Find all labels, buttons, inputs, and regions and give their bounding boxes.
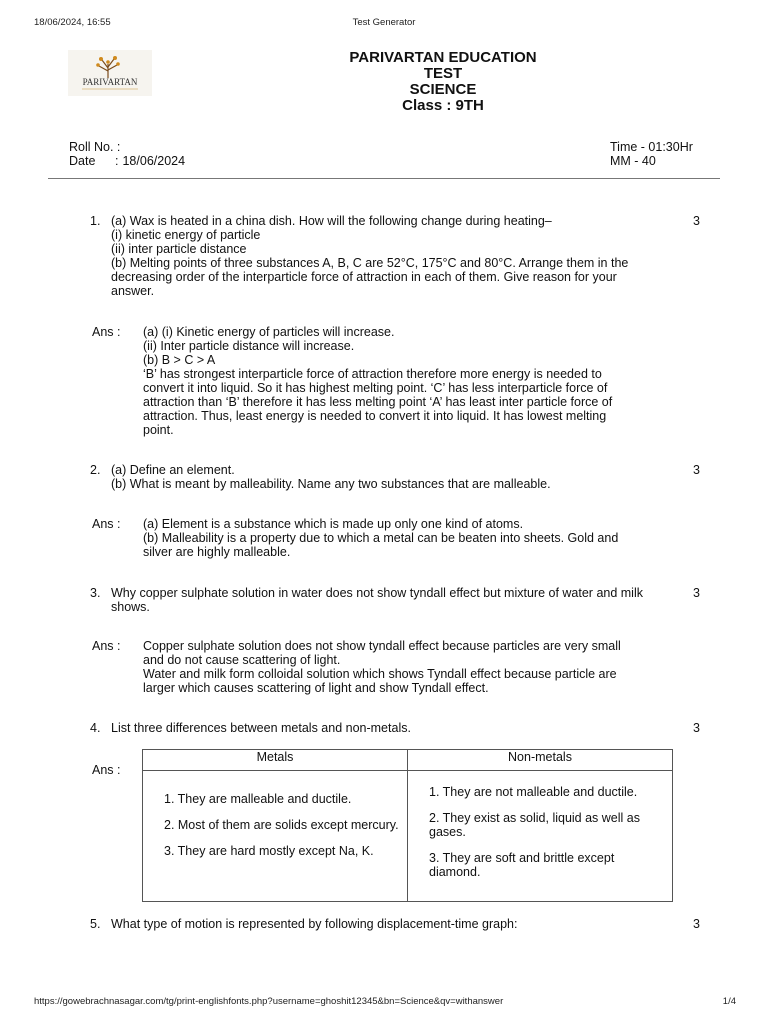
- answer-line: attraction than ‘B’ therefore it has less melting point ‘A’ has least inter particle force of: [143, 395, 613, 409]
- question-text: [111, 463, 686, 491]
- question-text: [111, 917, 686, 931]
- table-row: [143, 771, 673, 902]
- roll-number-row: [69, 140, 185, 154]
- question-line: (i) kinetic energy of particle: [111, 228, 261, 242]
- question-text: [111, 721, 686, 735]
- date-value: 18/06/2024: [122, 154, 186, 168]
- print-datetime: 18/06/2024, 16:55: [34, 17, 111, 28]
- answer-text: [143, 325, 668, 437]
- table-header-row: [143, 750, 673, 771]
- answer-line: point.: [143, 423, 174, 437]
- question-line: decreasing order of the interparticle force of attraction in each of them. Give reason for your: [111, 270, 617, 284]
- answer-line: (a) (i) Kinetic energy of particles will increase.: [143, 325, 395, 339]
- answer-line: convert it into liquid. So it has highest melting point. ‘C’ has less interparticle force of: [143, 381, 608, 395]
- question-line: (a) Define an element.: [111, 463, 235, 477]
- list-item: 1. They are not malleable and ductile.: [429, 785, 638, 799]
- answer-line: ‘B’ has strongest interparticle force of attraction therefore more energy is needed to: [143, 367, 602, 381]
- answer-line: larger which causes scattering of light and show Tyndall effect.: [143, 681, 489, 695]
- header-divider: [48, 178, 720, 179]
- answer-text: [143, 639, 668, 695]
- answer-label: Ans :: [92, 639, 121, 653]
- subject-title: SCIENCE: [409, 81, 477, 98]
- answer-line: (ii) Inter particle distance will increase.: [143, 339, 355, 353]
- list-item: 1. They are malleable and ductile.: [164, 792, 352, 806]
- print-title: Test Generator: [352, 17, 416, 28]
- page-number: 1/4: [722, 996, 736, 1007]
- student-info: [69, 140, 185, 168]
- roll-label: Roll No. :: [69, 140, 121, 154]
- date-separator: :: [115, 154, 119, 168]
- max-marks: MM - 40: [610, 154, 656, 168]
- question-line: Why copper sulphate solution in water does not show tyndall effect but mixture of water and milk: [111, 586, 643, 600]
- question-line: answer.: [111, 284, 155, 298]
- question-number: 4.: [90, 721, 101, 735]
- answer-line: (b) B > C > A: [143, 353, 216, 367]
- question-number: 1.: [90, 214, 101, 228]
- document-header: [243, 50, 643, 114]
- question-line: (b) What is meant by malleability. Name any two substances that are malleable.: [111, 477, 551, 491]
- metals-cell: [143, 771, 408, 902]
- question-number: 3.: [90, 586, 101, 600]
- test-title: TEST: [423, 65, 463, 82]
- question-line: (ii) inter particle distance: [111, 242, 247, 256]
- answer-line: attraction. Thus, least energy is needed to convert it into liquid. It has lowest melting: [143, 409, 607, 423]
- question-marks: 3: [693, 586, 700, 600]
- list-item: 3. They are hard mostly except Na, K.: [164, 844, 374, 858]
- question-text: [111, 214, 686, 298]
- answer-text: [143, 517, 668, 559]
- exam-info: [610, 140, 693, 168]
- table-header-metals: Metals: [143, 750, 408, 771]
- nonmetals-cell: [408, 771, 673, 902]
- svg-text:PARIVARTAN: PARIVARTAN: [82, 77, 138, 87]
- time-allowed: Time - 01:30Hr: [610, 140, 693, 154]
- answer-line: silver are highly malleable.: [143, 545, 291, 559]
- question-number: 5.: [90, 917, 101, 931]
- answer-label: Ans :: [92, 517, 121, 531]
- question-line: What type of motion is represented by following displacement-time graph:: [111, 917, 518, 931]
- question-line: (a) Wax is heated in a china dish. How will the following change during heating–: [111, 214, 552, 228]
- date-row: [69, 154, 185, 168]
- list-item: 2. They exist as solid, liquid as well as gases.: [429, 811, 640, 839]
- answer-label: Ans :: [92, 325, 121, 339]
- answer-line: Water and milk form colloidal solution which shows Tyndall effect because particle are: [143, 667, 617, 681]
- question-line: List three differences between metals and non-metals.: [111, 721, 411, 735]
- date-label: Date: [69, 154, 96, 168]
- question-number: 2.: [90, 463, 101, 477]
- question-marks: 3: [693, 214, 700, 228]
- question-marks: 3: [693, 721, 700, 735]
- print-url: https://gowebrachnasagar.com/tg/print-englishfonts.php?username=ghoshit12345&bn=Science&qv=withanswer: [34, 996, 504, 1007]
- question-marks: 3: [693, 917, 700, 931]
- question-marks: 3: [693, 463, 700, 477]
- list-item: 2. Most of them are solids except mercury.: [164, 818, 399, 832]
- question-line: shows.: [111, 600, 150, 614]
- institute-name: PARIVARTAN EDUCATION: [349, 49, 537, 66]
- answer-line: and do not cause scattering of light.: [143, 653, 341, 667]
- metals-comparison-table: [142, 749, 673, 902]
- parivartan-logo: [68, 50, 152, 96]
- class-title: Class : 9TH: [402, 97, 484, 114]
- answer-line: (b) Malleability is a property due to which a metal can be beaten into sheets. Gold and: [143, 531, 619, 545]
- question-line: (b) Melting points of three substances A, B, C are 52°C, 175°C and 80°C. Arrange them in the: [111, 256, 629, 270]
- list-item: 3. They are soft and brittle except diamond.: [429, 851, 615, 879]
- answer-line: Copper sulphate solution does not show tyndall effect because particles are very small: [143, 639, 621, 653]
- table-header-nonmetals: Non-metals: [408, 750, 673, 771]
- answer-label: Ans :: [92, 763, 121, 777]
- answer-line: (a) Element is a substance which is made up only one kind of atoms.: [143, 517, 524, 531]
- question-text: [111, 586, 686, 614]
